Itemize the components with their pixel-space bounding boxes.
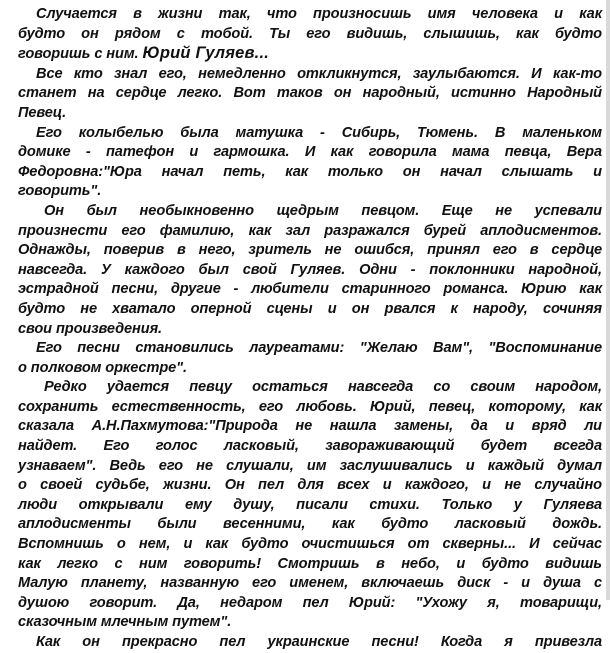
text-line: о своей судьбе, жизни. Он пел для всех и каждого, и не случайно bbox=[18, 477, 602, 494]
text-line: Все кто знал его, немедленно откликнутся, заулыбаются. И как-то bbox=[36, 65, 602, 82]
text-line: люди открывали ему душу, писали стихи. Только у Гуляева bbox=[18, 496, 602, 513]
text-line: Его песни становились лауреатами: "Желаю Вам", "Воспоминание bbox=[36, 340, 602, 357]
paragraph-5 bbox=[18, 339, 602, 378]
paragraph-2 bbox=[18, 65, 602, 124]
text-line: навсегда. У каждого был свой Гуляев. Одни - поклонники народной, bbox=[18, 261, 602, 278]
text-line: будто он рядом с тобой. Ты его видишь, слышишь, как будто bbox=[18, 25, 602, 42]
text-line: Малую планету, названную его именем, включаешь диск - и душа с bbox=[18, 575, 602, 592]
paragraph-1 bbox=[18, 5, 602, 65]
text-line: Федоровна:"Юра начал петь, как только он начал слышать и bbox=[18, 163, 602, 180]
text-line: душою говорит. Да, недаром пел Юрий: "Ухожу я, товарищи, bbox=[18, 594, 602, 611]
text-line: сохранить естественность, его любовь. Юрий, певец, которому, как bbox=[18, 398, 602, 415]
text-line: домике - патефон и гармошка. И как говорила мама певца, Вера bbox=[18, 144, 602, 161]
text-line: Певец. bbox=[18, 104, 67, 121]
page-edge bbox=[606, 0, 610, 600]
text-line: аплодисменты были весенними, как будто ласковый дождь. bbox=[18, 516, 602, 533]
text-line: Редко удается певцу остаться навсегда со своим народом, bbox=[44, 379, 602, 396]
paragraph-7 bbox=[18, 633, 602, 653]
text-line: узнаваем". Ведь его не слушали, им заслушивались и каждый думал bbox=[18, 457, 602, 474]
text-line: говорить". bbox=[18, 183, 102, 200]
text-line: о полковом оркестре". bbox=[18, 359, 187, 376]
text-line: говоришь с ним. bbox=[18, 46, 139, 63]
text-line: сказала А.Н.Пахмутова:"Природа не нашла замены, да и вряд ли bbox=[18, 418, 602, 435]
text-line: Однажды, поверив в него, зритель не ошибся, принял его в сердце bbox=[18, 242, 602, 259]
text-line: Вспомнишь о нем, и как будто очистишься от скверны... И сейчас bbox=[18, 536, 602, 553]
text-line: как легко с ним говорить! Смотришь в небо, и будто видишь bbox=[18, 555, 602, 572]
text-line: станет на сердце легко. Вот таков он народный, истинно Народный bbox=[18, 85, 602, 102]
text-line: произнести его фамилию, как зал разражался бурей аплодисментов. bbox=[18, 222, 602, 239]
text-line: найдет. Его голос ласковый, завораживающий будет всегда bbox=[18, 438, 602, 455]
text-line: Он был необыкновенно щедрым певцом. Еще не успевали bbox=[44, 202, 602, 219]
paragraph-3 bbox=[18, 124, 602, 202]
article-text bbox=[18, 5, 602, 653]
text-line: Как он прекрасно пел украинские песни! Когда я привезла bbox=[36, 634, 602, 650]
text-line: сказочным млечным путем". bbox=[18, 614, 232, 631]
text-line: Его колыбелью была матушка - Сибирь, Тюмень. В маленьком bbox=[36, 124, 602, 141]
paragraph-4 bbox=[18, 202, 602, 339]
text-line: будто не хватало оперной сцены и он рвался к народу, сочиняя bbox=[18, 300, 602, 317]
text-line: Случается в жизни так, что произносишь имя человека и как bbox=[36, 6, 602, 22]
text-line: эстрадной песни, другие - любители старинного романса. Юрию как bbox=[18, 281, 602, 298]
singer-name: Юрий Гуляев... bbox=[142, 44, 270, 63]
text-line: свои произведения. bbox=[18, 320, 163, 337]
paragraph-6 bbox=[18, 378, 602, 633]
text-line-with-name bbox=[18, 44, 602, 65]
